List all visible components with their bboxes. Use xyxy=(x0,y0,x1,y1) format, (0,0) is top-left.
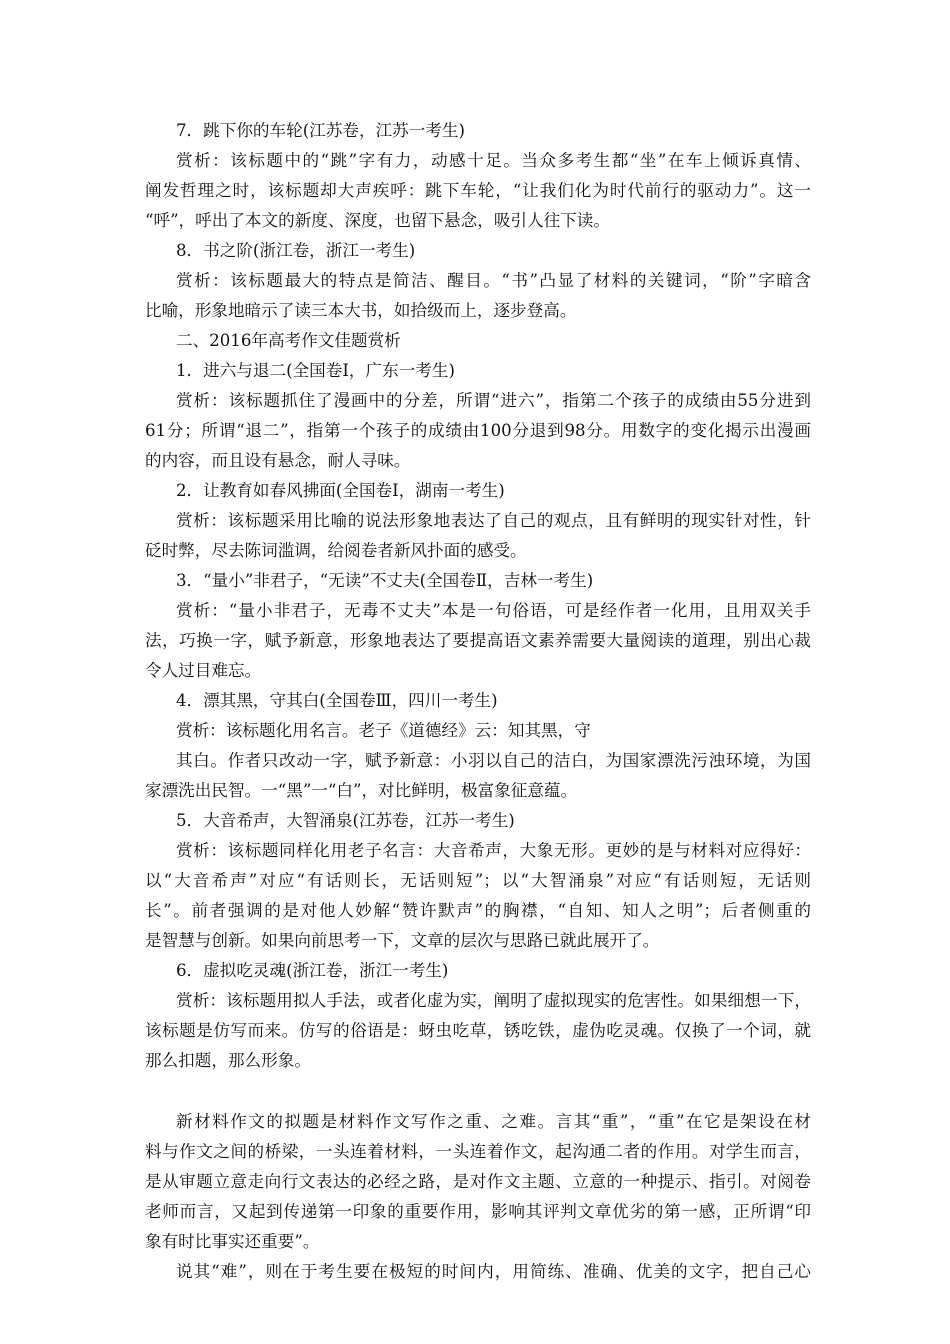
heading-item-5: 5．大音希声，大智涌泉(江苏卷，江苏一考生) xyxy=(176,811,515,830)
analysis-line: “呼”，呼出了本文的新度、深度，也留下悬念，吸引人往下读。 xyxy=(145,211,610,230)
body-paragraph-line: 新材料作文的拟题是材料作文写作之重、之难。言其“重”，“重”在它是架设在材 xyxy=(176,1112,811,1131)
analysis-line: 赏析：该标题抓住了漫画中的分差，所谓“进六”，指第二个孩子的成绩由55分进到 xyxy=(176,391,811,410)
heading-item-2: 2．让教育如春风拂面(全国卷Ⅰ，湖南一考生) xyxy=(176,481,505,500)
analysis-line: 赏析：“量小非君子，无毒不丈夫”本是一句俗语，可是经作者一化用，且用双关手 xyxy=(176,601,811,620)
analysis-line: 法，巧换一字，赋予新意，形象地表达了要提高语文素养需要大量阅读的道理，别出心裁 xyxy=(145,631,811,650)
analysis-line: 比喻，形象地暗示了读三本大书，如拾级而上，逐步登高。 xyxy=(145,301,577,320)
heading-item-4: 4．漂其黑，守其白(全国卷Ⅲ，四川一考生) xyxy=(176,691,498,710)
analysis-line: 61分；所谓“退二”，指第一个孩子的成绩由100分退到98分。用数字的变化揭示出漫画 xyxy=(145,421,811,440)
analysis-line: 家漂洗出民智。一“黑”一“白”，对比鲜明，极富象征意蕴。 xyxy=(145,781,578,800)
analysis-line: 那么扣题，那么形象。 xyxy=(145,1051,311,1070)
analysis-line: 赏析：该标题最大的特点是简洁、醒目。“书”凸显了材料的关键词，“阶”字暗含 xyxy=(176,271,811,290)
body-paragraph-line: 老师而言，又起到传递第一印象的重要作用，影响其评判文章优劣的第一感，正所谓“印 xyxy=(145,1202,811,1221)
analysis-line: 其白。作者只改动一字，赋予新意：小羽以自己的洁白，为国家漂洗污浊环境，为国 xyxy=(176,751,811,770)
analysis-line: 赏析：该标题采用比喻的说法形象地表达了自己的观点，且有鲜明的现实针对性，针 xyxy=(176,511,811,530)
body-paragraph-line: 说其“难”，则在于考生要在极短的时间内，用简练、准确、优美的文字，把自己心 xyxy=(176,1262,811,1281)
body-paragraph-line: 料与作文之间的桥梁，一头连着材料，一头连着作文，起沟通二者的作用。对学生而言， xyxy=(145,1142,811,1161)
heading-item-7: 7．跳下你的车轮(江苏卷，江苏一考生) xyxy=(176,121,466,140)
section-heading: 二、2016年高考作文佳题赏析 xyxy=(176,331,401,350)
body-paragraph-line: 是从审题立意走向行文表达的必经之路，是对作文主题、立意的一种提示、指引。对阅卷 xyxy=(145,1172,811,1191)
analysis-line: 赏析：该标题中的“跳”字有力，动感十足。当众多考生都“坐”在车上倾诉真情、 xyxy=(176,151,811,170)
analysis-line: 赏析：该标题化用名言。老子《道德经》云：知其黑，守 xyxy=(176,721,591,740)
analysis-line: 阐发哲理之时，该标题却大声疾呼：跳下车轮，“让我们化为时代前行的驱动力”。这一 xyxy=(145,181,811,200)
heading-item-8: 8．书之阶(浙江卷，浙江一考生) xyxy=(176,241,416,260)
heading-item-3: 3．“量小”非君子，“无读”不丈夫(全国卷Ⅱ，吉林一考生) xyxy=(176,571,594,590)
heading-item-6: 6．虚拟吃灵魂(浙江卷，浙江一考生) xyxy=(176,961,449,980)
analysis-line: 的内容，而且设有悬念，耐人寻味。 xyxy=(145,451,411,470)
analysis-line: 赏析：该标题同样化用老子名言：大音希声，大象无形。更妙的是与材料对应得好： xyxy=(176,841,811,860)
body-paragraph-line: 象有时比事实还重要”。 xyxy=(145,1232,320,1251)
heading-item-1: 1．进六与退二(全国卷Ⅰ，广东一考生) xyxy=(176,361,455,380)
analysis-line: 长”。前者强调的是对他人妙解“赞许默声”的胸襟，“自知、知人之明”；后者侧重的 xyxy=(145,901,811,920)
analysis-line: 砭时弊，尽去陈词滥调，给阅卷者新风扑面的感受。 xyxy=(145,541,527,560)
analysis-line: 以“大音希声”对应“有话则长，无话则短”；以“大智涌泉”对应“有话则短，无话则 xyxy=(145,871,811,890)
analysis-line: 赏析：该标题用拟人手法，或者化虚为实，阐明了虚拟现实的危害性。如果细想一下， xyxy=(176,991,811,1010)
analysis-line: 令人过目难忘。 xyxy=(145,661,262,680)
analysis-line: 该标题是仿写而来。仿写的俗语是：蚜虫吃草，锈吃铁，虚伪吃灵魂。仅换了一个词，就 xyxy=(145,1021,811,1040)
analysis-line: 是智慧与创新。如果向前思考一下，文章的层次与思路已就此展开了。 xyxy=(145,931,660,950)
